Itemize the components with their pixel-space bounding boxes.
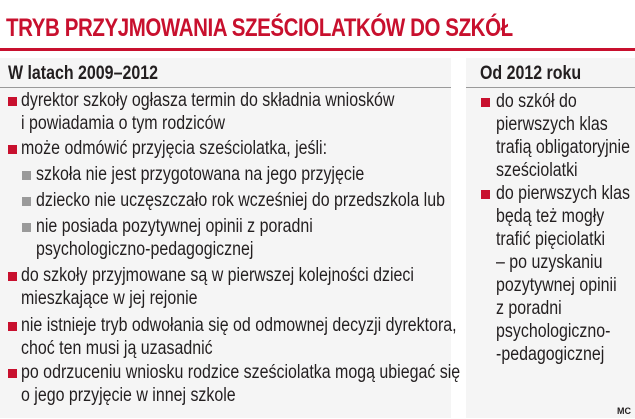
- list-item-line: mieszkające w jej rejonie: [21, 288, 198, 309]
- list-item-line: o jego przyjęcie w innej szkole: [21, 385, 236, 406]
- right-heading-divider: [466, 87, 635, 88]
- sub-bullet-square-icon: [22, 171, 31, 180]
- page-title: TRYB PRZYJMOWANIA SZEŚCIOLATKÓW DO SZKÓŁ: [6, 14, 513, 42]
- list-item-line: nie posiada pozytywnej opinii z poradni: [36, 216, 313, 237]
- bullet-square-icon: [8, 322, 17, 331]
- sub-bullet-square-icon: [22, 197, 31, 206]
- list-item-line: pierwszych klas: [496, 114, 608, 135]
- list-item: [496, 90, 630, 182]
- bullet-square-icon: [8, 272, 17, 281]
- bullet-square-icon: [8, 369, 17, 378]
- bullet-square-icon: [8, 145, 17, 154]
- list-item: [21, 89, 394, 135]
- list-item-line: do szkoły przyjmowane są w pierwszej kolejności dzieci: [21, 265, 414, 286]
- list-item: [21, 314, 457, 360]
- list-item-line: trafić pięciolatki: [496, 229, 606, 250]
- list-item-line: do szkół do: [496, 91, 577, 112]
- bullet-square-icon: [481, 98, 490, 107]
- list-item-line: sześciolatki: [496, 160, 578, 181]
- right-heading: Od 2012 roku: [480, 63, 582, 84]
- list-item-line: trafią obligatoryjnie: [496, 137, 630, 158]
- list-item-line: po odrzuceniu wniosku rodzice sześciolatka mogą ubiegać się: [21, 362, 461, 383]
- title-divider: [0, 48, 635, 51]
- list-item-line: szkoła nie jest przygotowana na jego przyjęcie: [36, 164, 365, 185]
- list-item-line: dziecko nie uczęszczało rok wcześniej do przedszkola lub: [36, 190, 445, 211]
- list-item-line: do pierwszych klas: [496, 183, 630, 204]
- author-credit: MC: [617, 406, 631, 416]
- list-item-line: będą też mogły: [496, 206, 605, 227]
- left-heading: W latach 2009–2012: [8, 63, 158, 84]
- sub-list-item: [36, 189, 445, 212]
- list-item-line: i powiadamia o tym rodziców: [21, 113, 226, 134]
- left-heading-divider: [0, 87, 451, 88]
- list-item-line: dyrektor szkoły ogłasza termin do składnia wniosków: [21, 90, 395, 111]
- list-item: [21, 264, 414, 310]
- list-item-line: może odmówić przyjęcia sześciolatka, jeśli:: [21, 138, 328, 159]
- list-item: [21, 361, 460, 407]
- bullet-square-icon: [8, 97, 17, 106]
- list-item-line: psychologiczno-: [496, 321, 611, 342]
- sub-list-item: [36, 215, 313, 261]
- list-item: [21, 137, 327, 160]
- list-item: [496, 182, 630, 366]
- list-item-line: choć ten musi ją uzasadnić: [21, 338, 213, 359]
- bullet-square-icon: [481, 190, 490, 199]
- list-item-line: nie istnieje tryb odwołania się od odmownej decyzji dyrektora,: [21, 315, 457, 336]
- list-item-line: pozytywnej opinii: [496, 275, 617, 296]
- sub-list-item: [36, 163, 364, 186]
- list-item-line: psychologiczno-pedagogicznej: [36, 239, 254, 260]
- list-item-line: z poradni: [496, 298, 562, 319]
- list-item-line: -pedagogicznej: [496, 344, 605, 365]
- list-item-line: – po uzyskaniu: [496, 252, 603, 273]
- sub-bullet-square-icon: [22, 223, 31, 232]
